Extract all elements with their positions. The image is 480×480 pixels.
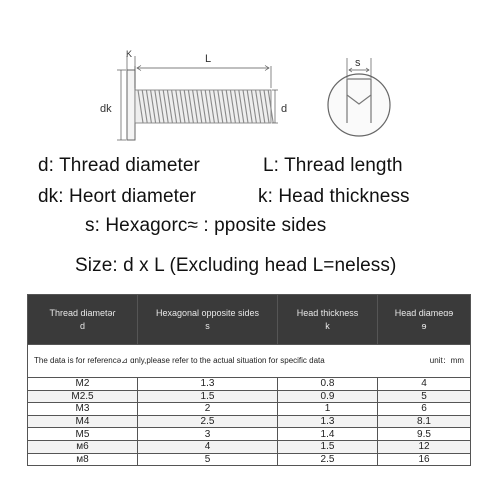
table-cell: 1.3	[138, 378, 278, 391]
screw-thread	[135, 90, 273, 123]
table-cell: 5	[378, 390, 471, 403]
table-cell: 12	[378, 440, 471, 453]
table-row	[28, 453, 471, 466]
head-thickness-label: K	[126, 49, 133, 59]
table-row	[28, 415, 471, 428]
table-cell: 1.5	[138, 390, 278, 403]
column-header-name: Hexagonal opposite sides	[155, 307, 260, 318]
table-body	[28, 378, 471, 466]
column-header-symbol: s	[205, 320, 210, 331]
column-header-symbol: ɘ	[421, 320, 427, 331]
legend-thread-diameter: d: Thread diameter	[38, 155, 200, 176]
table-cell: 2.5	[138, 415, 278, 428]
column-header	[278, 295, 378, 345]
column-header-name: Thread diametəɾ	[49, 307, 116, 318]
legend-hex-sides: s: Hexagorc≈ : pposite sides	[85, 215, 327, 236]
column-header-symbol: k	[325, 320, 330, 331]
table-cell: 8.1	[378, 415, 471, 428]
table-cell: M2	[28, 378, 138, 391]
column-header	[378, 295, 471, 345]
table-cell: 3	[138, 428, 278, 441]
length-dimension	[135, 66, 271, 89]
table-cell: 1.3	[278, 415, 378, 428]
table-cell: 1.5	[278, 440, 378, 453]
table-cell: 5	[138, 453, 278, 466]
screw-head	[127, 70, 135, 140]
table-row	[28, 390, 471, 403]
table-header	[28, 295, 471, 345]
legend-head-thickness: k: Head thickness	[258, 186, 410, 207]
table-cell: ᴍ6	[28, 440, 138, 453]
screw-drawing	[0, 0, 480, 150]
column-header	[28, 295, 138, 345]
table-cell: 1	[278, 403, 378, 416]
head-end-view	[328, 58, 390, 136]
table-cell: M5	[28, 428, 138, 441]
table-cell: 16	[378, 453, 471, 466]
table-header-row	[28, 295, 471, 345]
table-note-row	[28, 345, 471, 378]
spec-table	[27, 294, 471, 466]
table-row	[28, 378, 471, 391]
table-note: The data is for referencə⊿ ɑnly,please refer to the actual situation for specific data	[34, 356, 325, 365]
table-row	[28, 403, 471, 416]
size-definition: Size: d x L (Excluding head L=neless)	[75, 255, 397, 276]
legend-thread-length: L: Thread length	[263, 155, 403, 176]
table-cell: M4	[28, 415, 138, 428]
table-cell: 2.5	[278, 453, 378, 466]
table-cell: M3	[28, 403, 138, 416]
table-cell: 0.8	[278, 378, 378, 391]
table-cell: M2.5	[28, 390, 138, 403]
table-cell: 4	[138, 440, 278, 453]
table-cell: ᴍ8	[28, 453, 138, 466]
head-diameter-dimension	[117, 70, 126, 140]
table-cell: 2	[138, 403, 278, 416]
hex-size-label: s	[355, 57, 361, 69]
table-cell: 4	[378, 378, 471, 391]
table-cell: 9.5	[378, 428, 471, 441]
table-cell: 0.9	[278, 390, 378, 403]
column-header	[138, 295, 278, 345]
length-label: L	[205, 53, 212, 65]
table-row	[28, 440, 471, 453]
table-unit: unit：mm	[429, 356, 464, 365]
column-header-symbol: d	[79, 320, 85, 331]
table-cell: 1.4	[278, 428, 378, 441]
legend-head-diameter: dk: Heort diameter	[38, 186, 197, 207]
table-cell: 6	[378, 403, 471, 416]
table-row	[28, 428, 471, 441]
thread-diameter-label: d	[281, 103, 288, 115]
head-diameter-label: dk	[100, 103, 112, 115]
column-header-name: Head diameɑɘ	[394, 307, 454, 318]
column-header-name: Head thickness	[296, 307, 359, 318]
